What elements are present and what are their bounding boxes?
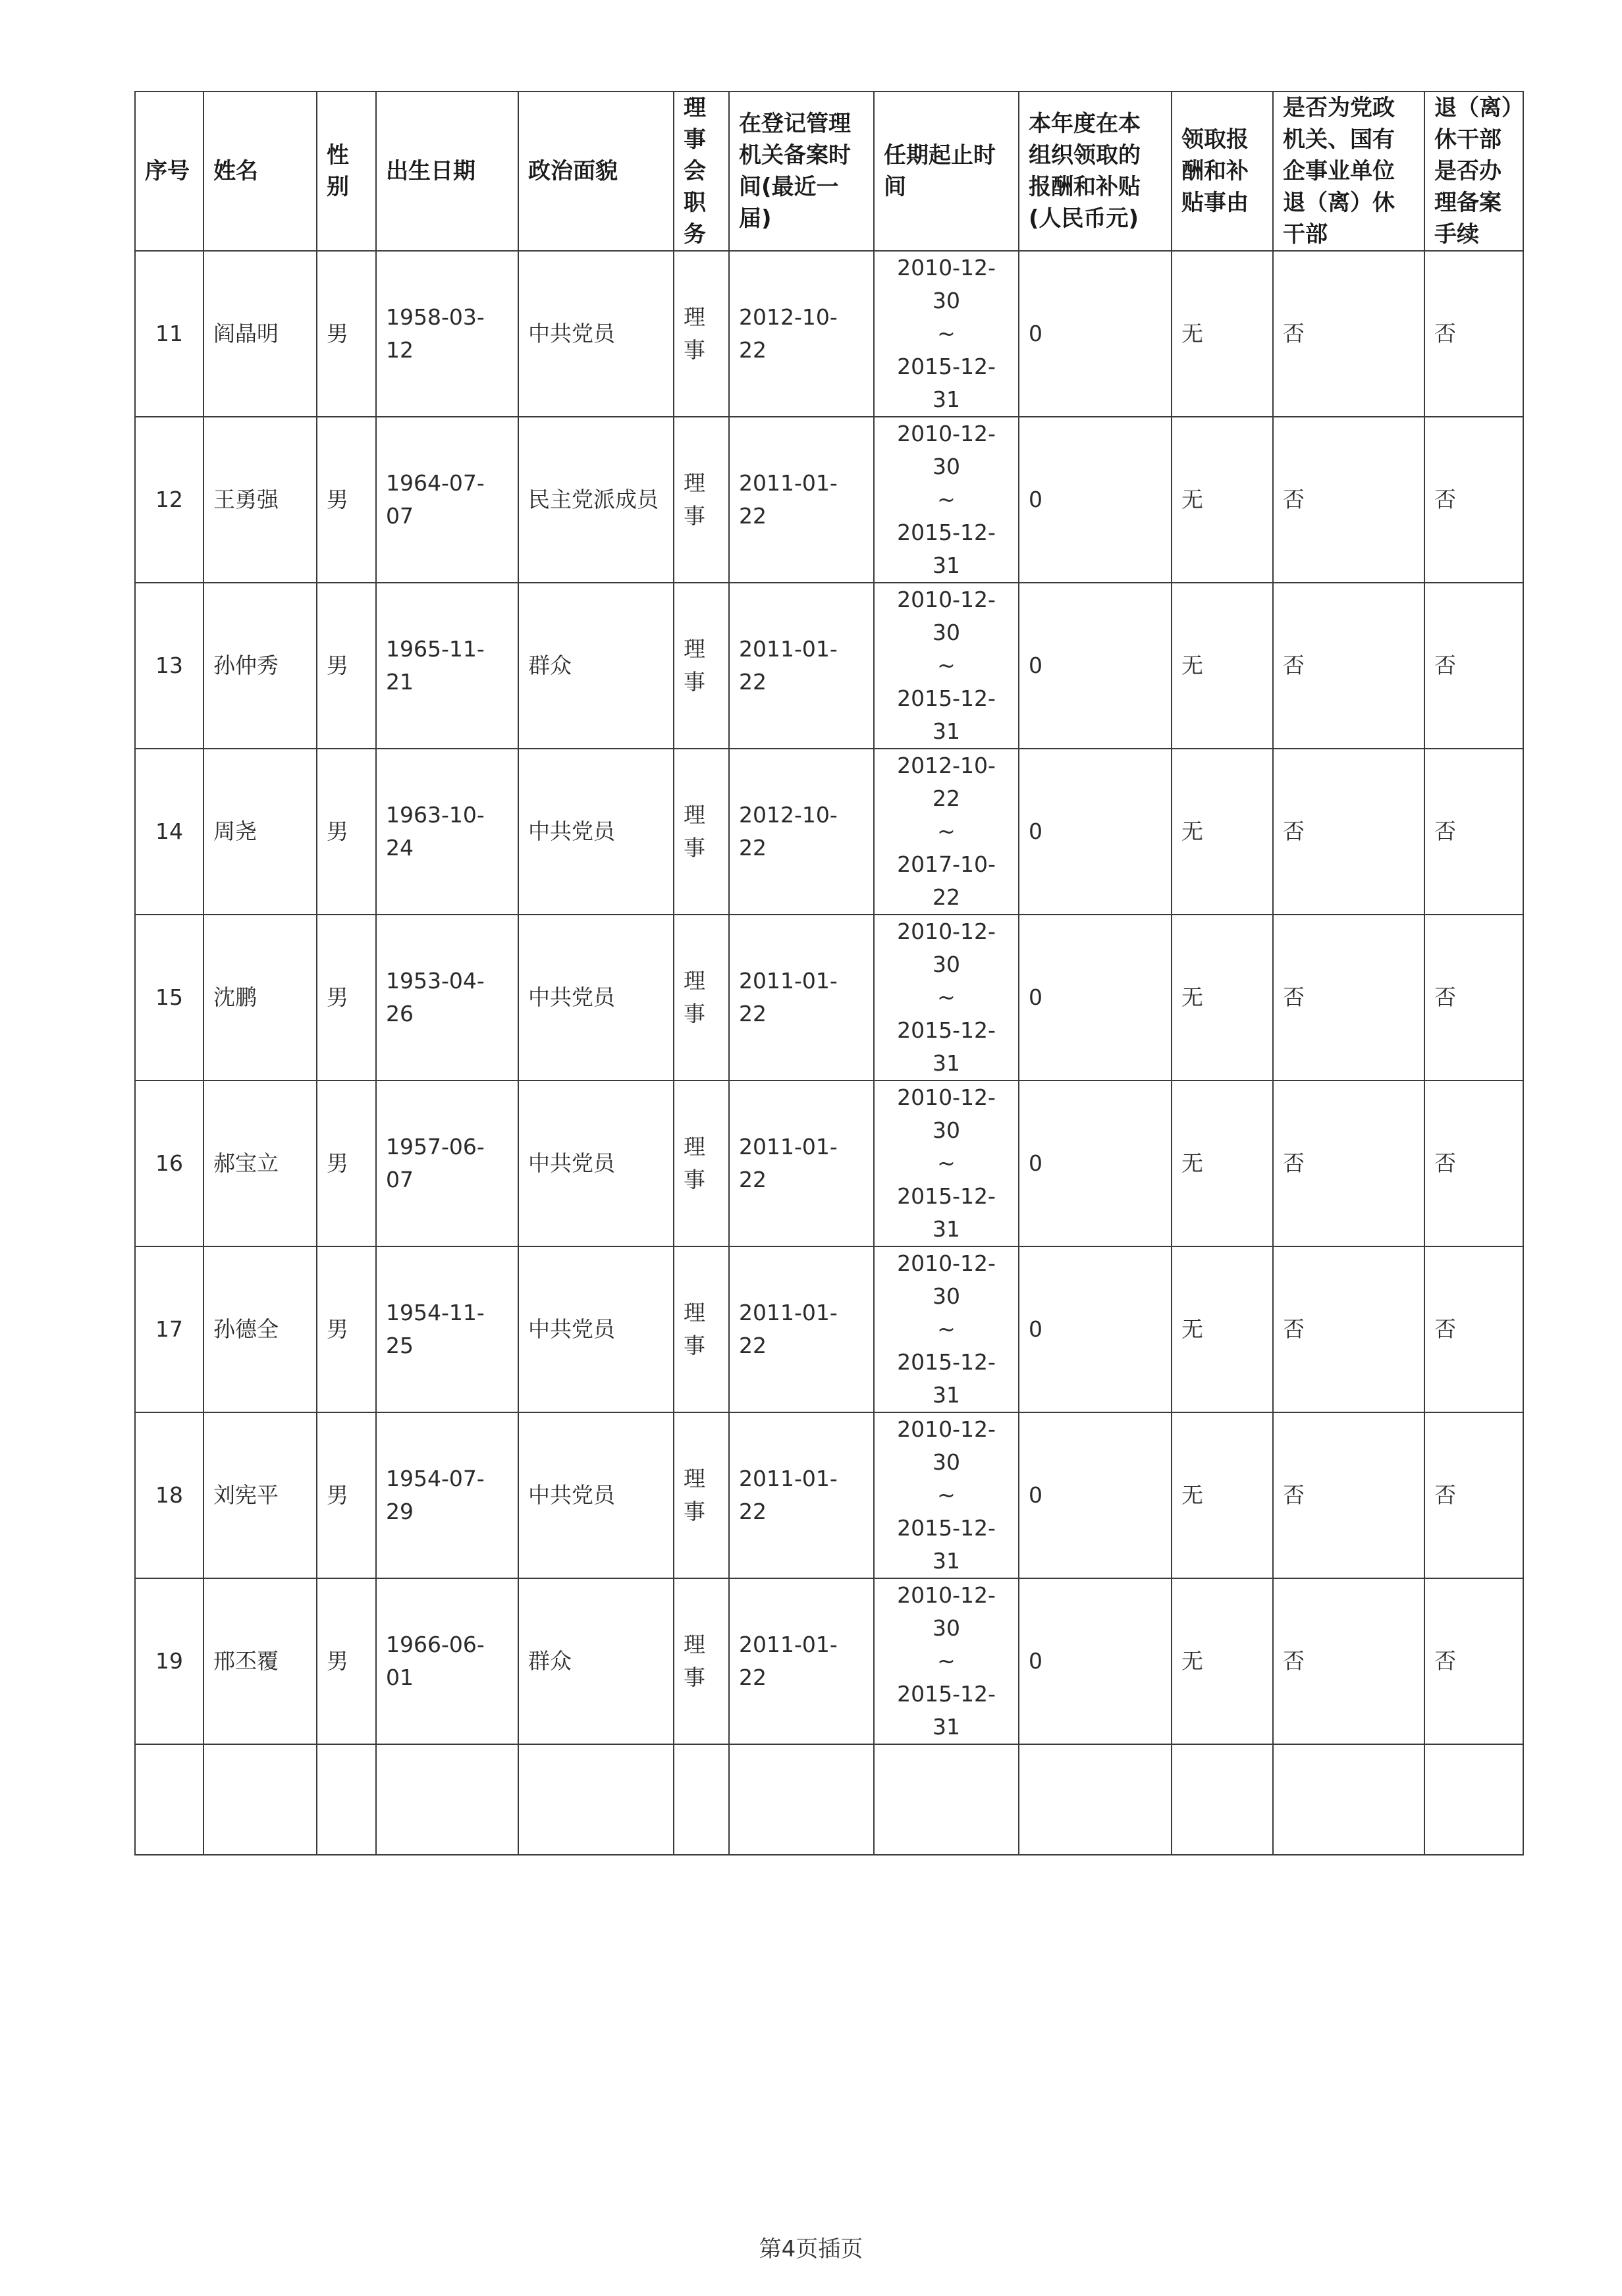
cell-pay: 0 [1019,1412,1172,1578]
term-start: 2010-12-30 [897,1582,996,1641]
term-start: 2010-12-30 [897,255,996,313]
term-separator: ~ [937,818,956,844]
cell-pay-reason: 无 [1172,583,1273,749]
cell-birth-date: 1953-04-26 [376,915,518,1081]
cell-term [874,251,1019,417]
term-end: 2015-12-31 [897,1183,996,1242]
cell-retired-cadre: 否 [1273,915,1424,1081]
cell-gender: 男 [317,417,376,583]
empty-row [135,1744,1523,1855]
table-row [135,251,1523,417]
empty-cell [317,1744,376,1855]
term-end: 2015-12-31 [897,1017,996,1076]
cell-political-status: 群众 [518,583,674,749]
cell-board-position: 理事 [674,251,729,417]
header-pay-reason: 领取报酬和补贴事由 [1172,92,1273,251]
table-row [135,915,1523,1081]
term-end: 2017-10-22 [897,851,996,910]
cell-term [874,749,1019,915]
cell-gender: 男 [317,583,376,749]
board-members-table [134,91,1524,1855]
cell-gender: 男 [317,1246,376,1412]
term-start: 2010-12-30 [897,421,996,479]
term-end: 2015-12-31 [897,520,996,578]
header-term: 任期起止时间 [874,92,1019,251]
cell-birth-date: 1954-07-29 [376,1412,518,1578]
empty-cell [376,1744,518,1855]
cell-pay-reason: 无 [1172,417,1273,583]
empty-cell [1424,1744,1523,1855]
term-start: 2010-12-30 [897,587,996,645]
cell-filing-procedure: 否 [1424,1081,1523,1246]
cell-gender: 男 [317,251,376,417]
cell-filing-date: 2011-01-22 [729,1412,874,1578]
term-end: 2015-12-31 [897,1349,996,1408]
cell-name: 郝宝立 [203,1081,317,1246]
cell-pay-reason: 无 [1172,749,1273,915]
table-row [135,583,1523,749]
empty-cell [1019,1744,1172,1855]
term-start: 2010-12-30 [897,1416,996,1475]
cell-no: 17 [135,1246,203,1412]
cell-pay: 0 [1019,583,1172,749]
header-board-position: 理事会职务 [674,92,729,251]
cell-birth-date: 1963-10-24 [376,749,518,915]
cell-term [874,1412,1019,1578]
header-filing-date: 在登记管理机关备案时间(最近一届) [729,92,874,251]
term-separator: ~ [937,321,956,346]
cell-filing-date: 2011-01-22 [729,1578,874,1744]
cell-filing-procedure: 否 [1424,1578,1523,1744]
cell-no: 16 [135,1081,203,1246]
term-separator: ~ [937,487,956,512]
term-end: 2015-12-31 [897,1515,996,1574]
cell-pay: 0 [1019,1246,1172,1412]
table-row [135,1412,1523,1578]
cell-term [874,583,1019,749]
cell-no: 14 [135,749,203,915]
cell-board-position: 理事 [674,749,729,915]
cell-filing-procedure: 否 [1424,251,1523,417]
cell-filing-date: 2011-01-22 [729,1246,874,1412]
empty-cell [874,1744,1019,1855]
cell-pay-reason: 无 [1172,1412,1273,1578]
cell-name: 刘宪平 [203,1412,317,1578]
table-row [135,749,1523,915]
empty-cell [1273,1744,1424,1855]
cell-birth-date: 1954-11-25 [376,1246,518,1412]
cell-name: 孙仲秀 [203,583,317,749]
cell-retired-cadre: 否 [1273,583,1424,749]
cell-pay-reason: 无 [1172,1578,1273,1744]
cell-filing-procedure: 否 [1424,1246,1523,1412]
cell-political-status: 中共党员 [518,1081,674,1246]
cell-board-position: 理事 [674,417,729,583]
table-row [135,417,1523,583]
cell-retired-cadre: 否 [1273,1081,1424,1246]
header-gender: 性别 [317,92,376,251]
empty-cell [1172,1744,1273,1855]
cell-filing-date: 2011-01-22 [729,1081,874,1246]
table-body [135,251,1523,1855]
cell-filing-procedure: 否 [1424,1412,1523,1578]
table-row [135,1081,1523,1246]
cell-gender: 男 [317,1578,376,1744]
cell-board-position: 理事 [674,1578,729,1744]
cell-filing-procedure: 否 [1424,915,1523,1081]
cell-gender: 男 [317,1081,376,1246]
cell-political-status: 民主党派成员 [518,417,674,583]
cell-term [874,1578,1019,1744]
cell-no: 15 [135,915,203,1081]
cell-name: 孙德全 [203,1246,317,1412]
cell-no: 13 [135,583,203,749]
term-separator: ~ [937,1316,956,1342]
cell-filing-procedure: 否 [1424,749,1523,915]
term-end: 2015-12-31 [897,1681,996,1740]
cell-gender: 男 [317,749,376,915]
cell-pay: 0 [1019,417,1172,583]
cell-retired-cadre: 否 [1273,251,1424,417]
empty-cell [518,1744,674,1855]
term-end: 2015-12-31 [897,685,996,744]
cell-filing-procedure: 否 [1424,417,1523,583]
cell-retired-cadre: 否 [1273,417,1424,583]
cell-name: 沈鹏 [203,915,317,1081]
cell-term [874,915,1019,1081]
cell-birth-date: 1964-07-07 [376,417,518,583]
page-footer: 第4页插页 [759,2236,863,2262]
header-filing-procedure: 退（离）休干部是否办理备案手续 [1424,92,1523,251]
header-row [135,92,1523,251]
empty-cell [674,1744,729,1855]
cell-gender: 男 [317,915,376,1081]
cell-filing-date: 2011-01-22 [729,417,874,583]
cell-filing-date: 2012-10-22 [729,251,874,417]
cell-filing-date: 2011-01-22 [729,915,874,1081]
cell-term [874,417,1019,583]
term-end: 2015-12-31 [897,354,996,412]
term-start: 2010-12-30 [897,1084,996,1143]
term-separator: ~ [937,1150,956,1176]
cell-no: 19 [135,1578,203,1744]
cell-retired-cadre: 否 [1273,749,1424,915]
cell-political-status: 中共党员 [518,915,674,1081]
cell-political-status: 中共党员 [518,251,674,417]
cell-name: 阎晶明 [203,251,317,417]
cell-filing-date: 2011-01-22 [729,583,874,749]
cell-pay: 0 [1019,1081,1172,1246]
table-row [135,1578,1523,1744]
header-no: 序号 [135,92,203,251]
term-separator: ~ [937,984,956,1010]
header-name: 姓名 [203,92,317,251]
cell-no: 11 [135,251,203,417]
cell-pay-reason: 无 [1172,1246,1273,1412]
header-birth-date: 出生日期 [376,92,518,251]
term-separator: ~ [937,1648,956,1674]
cell-political-status: 群众 [518,1578,674,1744]
term-start: 2012-10-22 [897,753,996,811]
cell-board-position: 理事 [674,1081,729,1246]
cell-retired-cadre: 否 [1273,1246,1424,1412]
empty-cell [135,1744,203,1855]
cell-pay: 0 [1019,915,1172,1081]
cell-pay: 0 [1019,1578,1172,1744]
term-separator: ~ [937,1482,956,1508]
cell-filing-procedure: 否 [1424,583,1523,749]
cell-board-position: 理事 [674,1246,729,1412]
term-separator: ~ [937,653,956,678]
cell-term [874,1081,1019,1246]
table-row [135,1246,1523,1412]
cell-filing-date: 2012-10-22 [729,749,874,915]
term-start: 2010-12-30 [897,1250,996,1309]
cell-birth-date: 1958-03-12 [376,251,518,417]
cell-political-status: 中共党员 [518,1412,674,1578]
cell-birth-date: 1965-11-21 [376,583,518,749]
header-political-status: 政治面貌 [518,92,674,251]
cell-board-position: 理事 [674,1412,729,1578]
cell-pay-reason: 无 [1172,915,1273,1081]
empty-cell [203,1744,317,1855]
header-pay: 本年度在本组织领取的报酬和补贴(人民币元) [1019,92,1172,251]
cell-pay: 0 [1019,251,1172,417]
cell-board-position: 理事 [674,583,729,749]
cell-political-status: 中共党员 [518,749,674,915]
cell-pay-reason: 无 [1172,1081,1273,1246]
cell-pay: 0 [1019,749,1172,915]
cell-birth-date: 1966-06-01 [376,1578,518,1744]
cell-birth-date: 1957-06-07 [376,1081,518,1246]
cell-retired-cadre: 否 [1273,1578,1424,1744]
cell-retired-cadre: 否 [1273,1412,1424,1578]
cell-board-position: 理事 [674,915,729,1081]
cell-gender: 男 [317,1412,376,1578]
term-start: 2010-12-30 [897,919,996,977]
cell-name: 王勇强 [203,417,317,583]
header-retired-cadre: 是否为党政机关、国有企事业单位退（离）休干部 [1273,92,1424,251]
cell-no: 12 [135,417,203,583]
cell-political-status: 中共党员 [518,1246,674,1412]
cell-name: 邢丕覆 [203,1578,317,1744]
cell-name: 周尧 [203,749,317,915]
empty-cell [729,1744,874,1855]
cell-pay-reason: 无 [1172,251,1273,417]
cell-no: 18 [135,1412,203,1578]
cell-term [874,1246,1019,1412]
